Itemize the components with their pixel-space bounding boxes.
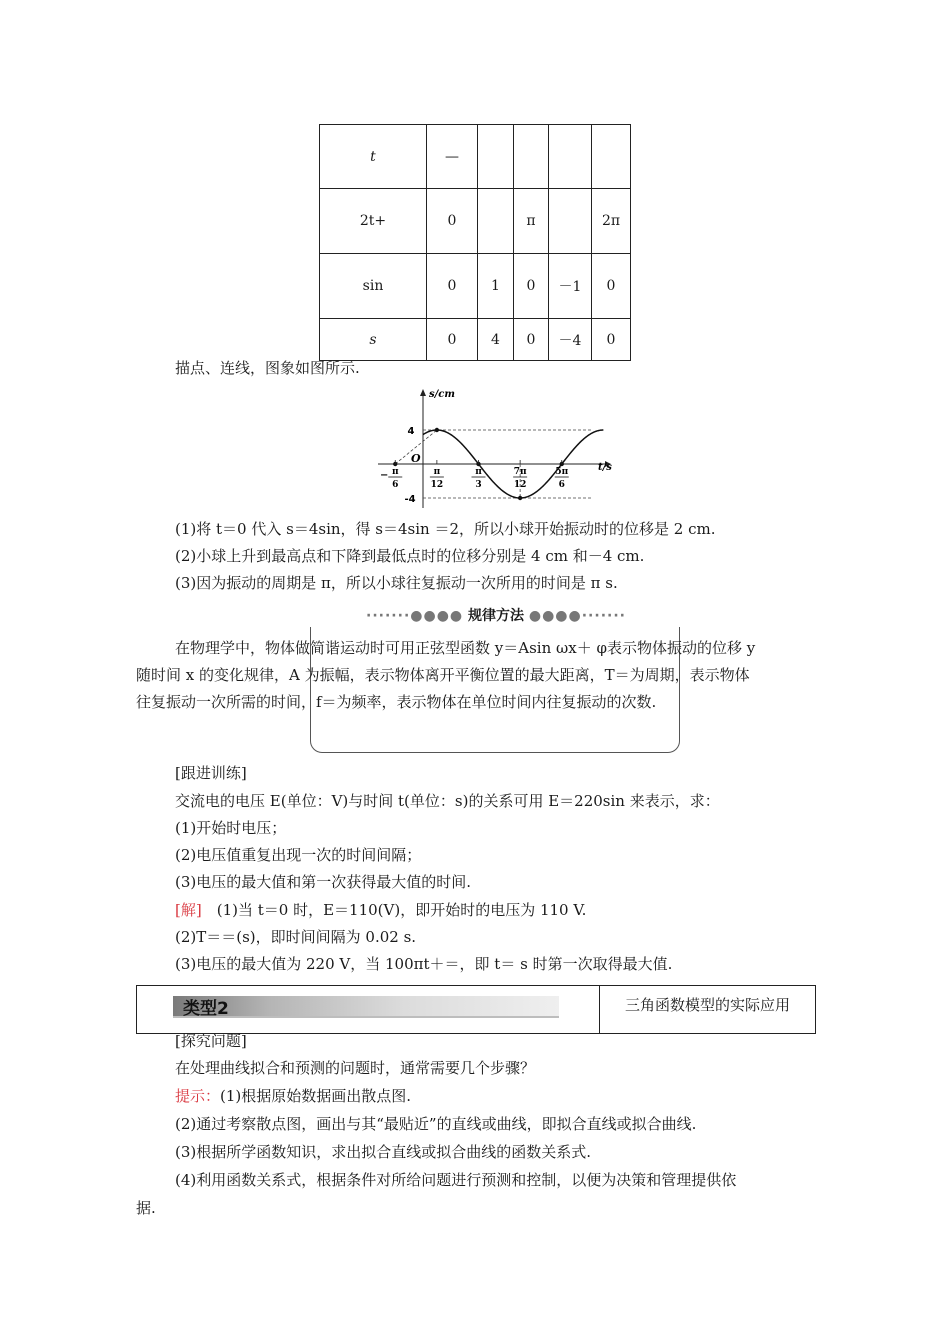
explore-question: 在处理曲线拟合和预测的问题时，通常需要几个步骤？ <box>175 1059 536 1077</box>
x-tick-numerator: 7π <box>513 467 527 477</box>
method-title-text: 规律方法 <box>468 608 524 624</box>
table-cell <box>549 189 592 254</box>
table-cell: －4 <box>549 319 592 361</box>
practice-header: [跟进训练] <box>175 764 247 782</box>
table-row <box>320 254 631 319</box>
sine-graph <box>370 382 620 512</box>
hint-line-3: (3)根据所学函数知识，求出拟合直线或拟合曲线的函数关系式. <box>175 1143 592 1161</box>
table-row-label: t <box>320 125 427 189</box>
type-label-cell <box>137 986 600 1033</box>
value-table <box>319 124 631 361</box>
practice-q2: (2)电压值重复出现一次的时间间隔； <box>175 846 422 864</box>
y-axis-arrow-icon <box>420 389 426 396</box>
table-cell <box>592 125 631 189</box>
data-point <box>435 428 439 432</box>
table-cell: 0 <box>592 254 631 319</box>
x-tick-numerator: 5π <box>555 467 569 477</box>
table-cell: 0 <box>427 254 478 319</box>
solution-line-3: (3)因为振动的周期是 π，所以小球往复振动一次所用的时间是 π s. <box>175 574 618 592</box>
table-cell <box>478 189 514 254</box>
table-row-label: s <box>320 319 427 361</box>
practice-q1: (1)开始时电压； <box>175 819 287 837</box>
table-cell: 0 <box>427 319 478 361</box>
solution-line-1: (1)将 t＝0 代入 s＝4sin，得 s＝4sin ＝2，所以小球开始振动时的位移是 2 cm. <box>175 520 716 538</box>
type-label: 类型2 <box>183 999 229 1019</box>
x-tick-denominator: 6 <box>558 480 565 490</box>
type-banner <box>173 996 559 1018</box>
practice-question: 交流电的电压 E(单位：V)与时间 t(单位：s)的关系可用 E＝220sin 来表示，求： <box>175 792 720 810</box>
explore-header: [探究问题] <box>175 1032 247 1050</box>
hint-line-1 <box>175 1085 411 1107</box>
dots-decoration: ·······●●●● <box>366 608 464 624</box>
solution-line-2: (2)小球上升到最高点和下降到最低点时的位移分别是 4 cm 和－4 cm. <box>175 547 645 565</box>
x-tick-numerator: π <box>391 467 399 477</box>
answer-text-1: (1)当 t＝0 时，E＝110(V)，即开始时的电压为 110 V. <box>201 901 587 919</box>
table-cell: 0 <box>514 319 549 361</box>
answer-line-2: (2)T＝＝(s)，即时间间隔为 0.02 s. <box>175 928 417 946</box>
table-cell: — <box>427 125 478 189</box>
type-title: 三角函数模型的实际应用 <box>624 996 790 1014</box>
table-row-label: sin <box>320 254 427 319</box>
table-cell: 4 <box>478 319 514 361</box>
table-cell <box>514 125 549 189</box>
table-cell: 2π <box>592 189 631 254</box>
hint-line-2: (2)通过考察散点图，画出与其“最贴近”的直线或曲线，即拟合直线或拟合曲线. <box>175 1115 697 1133</box>
table-cell: 0 <box>592 319 631 361</box>
hint-tag: 提示： <box>175 1087 221 1105</box>
table-cell: 1 <box>478 254 514 319</box>
x-tick-numerator: π <box>433 467 441 477</box>
x-tick-denominator: 12 <box>430 480 444 490</box>
y-axis-label: s/cm <box>429 389 455 400</box>
dots-decoration: ●●●●······· <box>528 608 626 624</box>
table-cell <box>549 125 592 189</box>
x-tick-denominator: 12 <box>513 480 527 490</box>
hint-text-1: (1)根据原始数据画出散点图. <box>220 1087 412 1105</box>
table-cell: π <box>514 189 549 254</box>
table-cell: 0 <box>514 254 549 319</box>
table-row <box>320 189 631 254</box>
graph-caption: 描点、连线，图象如图所示. <box>175 359 360 377</box>
table-cell: 0 <box>427 189 478 254</box>
x-tick-denominator: 3 <box>475 480 482 490</box>
table-row-label: 2t+ <box>320 189 427 254</box>
method-paragraph-line-2: 随时间 x 的变化规律，A 为振幅，表示物体离开平衡位置的最大距离，T＝为周期，表示物体 <box>136 666 750 684</box>
hint-line-4: (4)利用函数关系式，根据条件对所给问题进行预测和控制，以便为决策和管理提供依 <box>175 1171 737 1189</box>
x-axis-label: t/s <box>598 462 612 473</box>
answer-tag: [解] <box>175 901 202 919</box>
x-tick-denominator: 6 <box>392 480 399 490</box>
table-cell <box>478 125 514 189</box>
method-title <box>310 605 682 627</box>
method-paragraph-line-1: 在物理学中，物体做简谐运动时可用正弦型函数 y＝Asin ωx＋ φ表示物体振动的位移 y <box>175 639 756 657</box>
y-tick-label: 4 <box>407 426 415 437</box>
origin-label: O <box>411 452 421 465</box>
answer-line-3: (3)电压的最大值为 220 V，当 100πt＋＝，即 t＝ s 时第一次取得最大值. <box>175 955 673 973</box>
x-tick-sign: − <box>380 470 389 481</box>
hint-line-4-cont: 据. <box>136 1199 156 1217</box>
table-row <box>320 319 631 361</box>
practice-q3: (3)电压的最大值和第一次获得最大值的时间. <box>175 873 472 891</box>
type-header-box <box>136 985 816 1034</box>
x-tick-numerator: π <box>475 467 482 477</box>
table-cell: －1 <box>549 254 592 319</box>
y-tick-label: -4 <box>404 494 416 505</box>
data-point <box>518 496 522 500</box>
table-row <box>320 125 631 189</box>
answer-line-1 <box>175 899 586 921</box>
method-paragraph-line-3: 往复振动一次所需的时间，f＝为频率，表示物体在单位时间内往复振动的次数. <box>136 693 657 711</box>
